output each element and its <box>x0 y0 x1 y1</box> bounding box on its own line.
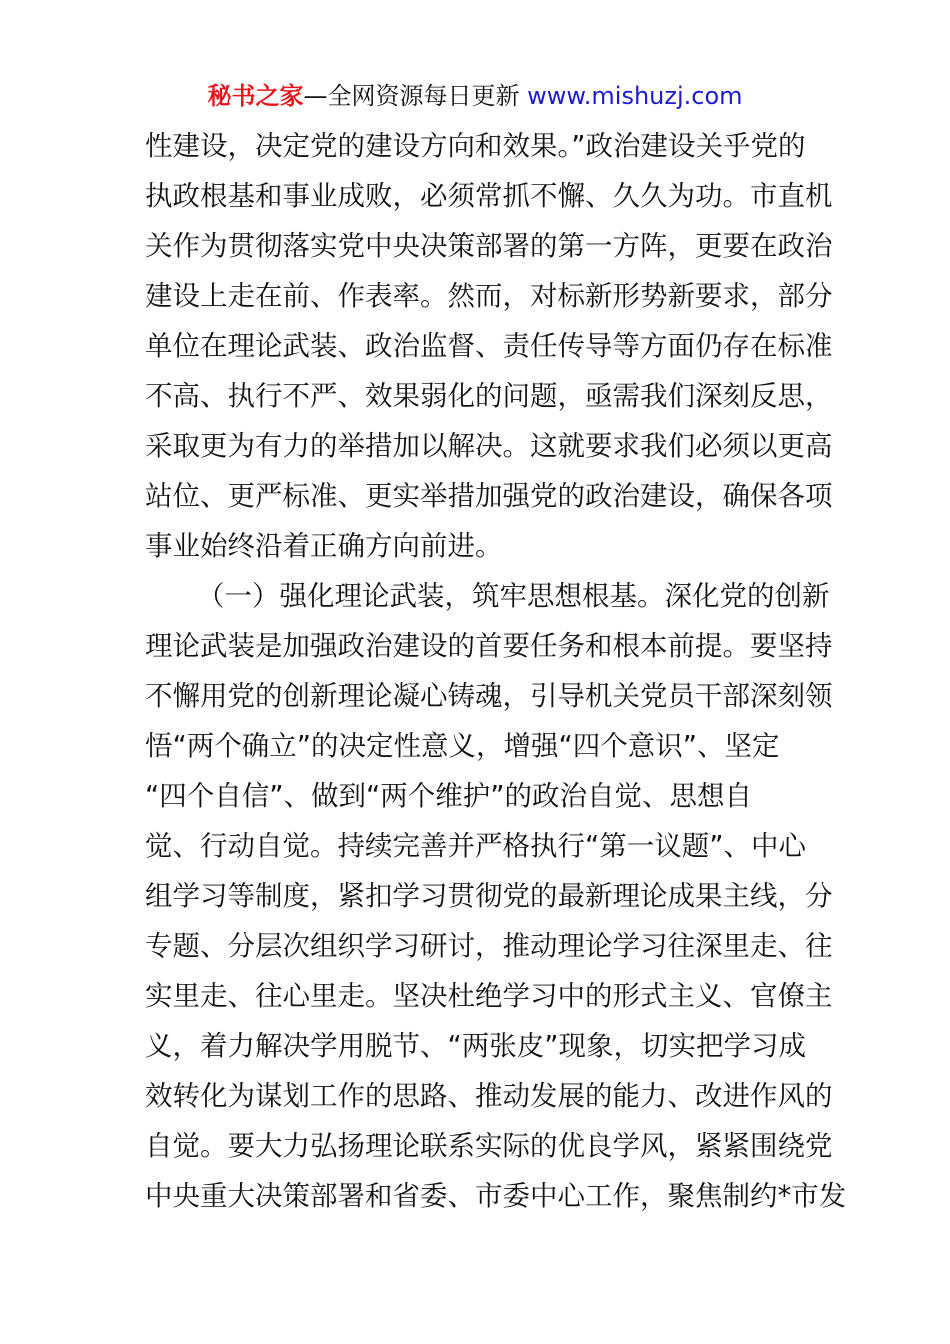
text-line: 理论武装是加强政治建设的首要任务和根本前提。要坚持 <box>145 630 833 662</box>
site-header <box>0 79 950 113</box>
text-line: 专题、分层次组织学习研讨，推动理论学习往深里走、往 <box>145 930 833 962</box>
text-line: 单位在理论武装、政治监督、责任传导等方面仍存在标准 <box>145 330 833 362</box>
text-line: 组学习等制度，紧扣学习贯彻党的最新理论成果主线，分 <box>145 880 833 912</box>
text-line: 觉、行动自觉。持续完善并严格执行“第一议题”、中心 <box>145 830 806 862</box>
text-line: 执政根基和事业成败，必须常抓不懈、久久为功。市直机 <box>145 180 833 212</box>
text-line: 性建设，决定党的建设方向和效果。”政治建设关乎党的 <box>145 130 806 162</box>
header-slogan: —全网资源每日更新 <box>303 82 520 110</box>
text-line: 悟“两个确立”的决定性意义，增强“四个意识”、坚定 <box>145 730 780 762</box>
text-line: 事业始终沿着正确方向前进。 <box>145 530 503 562</box>
site-url-link[interactable]: www.mishuzj.com <box>519 82 743 110</box>
text-line: 不高、执行不严、效果弱化的问题，亟需我们深刻反思， <box>145 380 833 412</box>
text-line: 义，着力解决学用脱节、“两张皮”现象，切实把学习成 <box>145 1030 806 1062</box>
brand-name: 秘书之家 <box>207 82 304 110</box>
text-line: 不懈用党的创新理论凝心铸魂，引导机关党员干部深刻领 <box>145 680 833 712</box>
text-line: 中央重大决策部署和省委、市委中心工作，聚焦制约*市发 <box>145 1180 847 1212</box>
document-body <box>145 121 847 1221</box>
text-line: 关作为贯彻落实党中央决策部署的第一方阵，更要在政治 <box>145 230 833 262</box>
text-line: 站位、更严标准、更实举措加强党的政治建设，确保各项 <box>145 480 833 512</box>
text-line: 实里走、往心里走。坚决杜绝学习中的形式主义、官僚主 <box>145 980 833 1012</box>
text-line: 建设上走在前、作表率。然而，对标新形势新要求，部分 <box>145 280 833 312</box>
text-line: 自觉。要大力弘扬理论联系实际的优良学风，紧紧围绕党 <box>145 1130 833 1162</box>
text-line: “四个自信”、做到“两个维护”的政治自觉、思想自 <box>145 780 752 812</box>
section-heading-line: （一）强化理论武装，筑牢思想根基。深化党的创新 <box>197 580 830 612</box>
text-line: 采取更为有力的举措加以解决。这就要求我们必须以更高 <box>145 430 833 462</box>
text-line: 效转化为谋划工作的思路、推动发展的能力、改进作风的 <box>145 1080 833 1112</box>
